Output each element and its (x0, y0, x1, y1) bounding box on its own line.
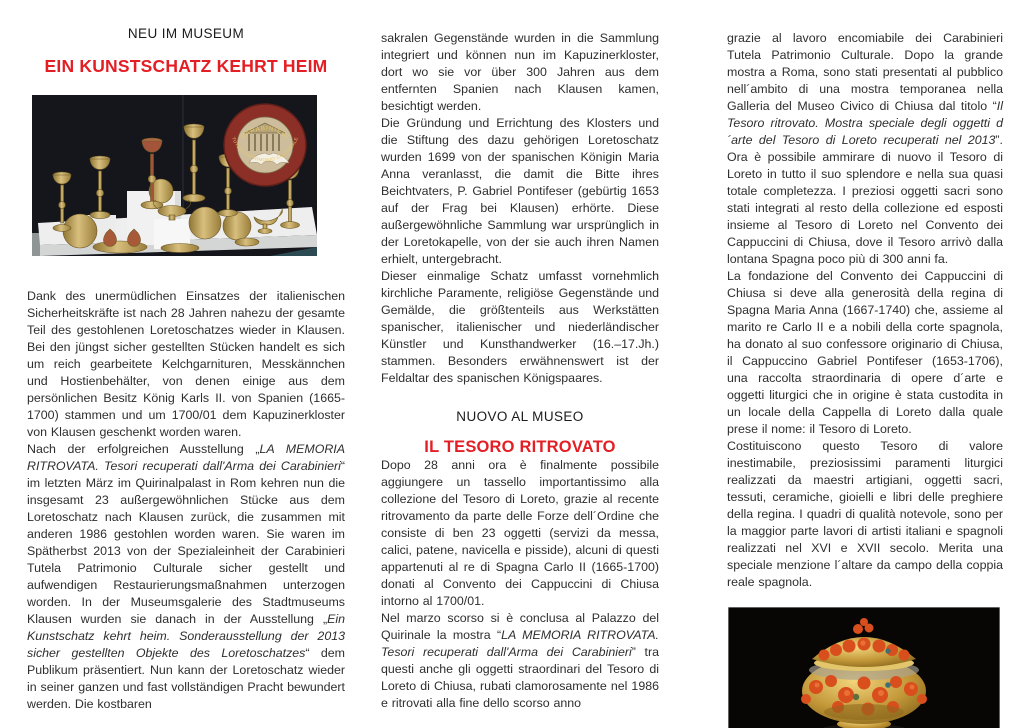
paragraph-it-2: Nel marzo scorso si è conclusa al Palazzo del Quirinale la mostra “LA MEMORIA RITROVATA. Tesori recuperati dall'Arma dei Carabinieri” tra questi anche gli oggetti straordinari del Tesoro di Loreto di Chiusa, rubati clamorosamente nel 1986 e ritrovati alla fine dello scorso anno (381, 611, 659, 710)
seal-text-bottom: TUTELA PATRIMONIO CULTURALE (230, 136, 300, 163)
section-kicker-de: NEU IM MUSEUM (127, 26, 245, 41)
column-german-left (27, 0, 345, 713)
paragraph-it-1: Dopo 28 anni ora è finalmente possibile aggiungere un tassello importantissimo alla collezione del Tesoro di Loreto, grazie al recente ritrovamento da parte delle Forze dell´Ordine che consiste di ben 23 oggetti (servizi da messa, calici, patene, navicella e pisside), alcuni di questi appartenuti al re di Spagna Carlo II (1665-1700) donati al Convento dei Cappuccini di Chiusa intorno al 1700/01. (381, 458, 659, 608)
carabinieri-tpc-seal (224, 104, 306, 186)
column-middle (381, 0, 659, 712)
photo-loreto-treasure-display (32, 95, 317, 256)
seal-text-top: CARABINIERI (239, 125, 291, 141)
paragraph-de-5: Dieser einmalige Schatz umfasst vornehmlich kirchliche Paramente, religiöse Gegenstände und Gemälde, die größtenteils aus Werkstätten spanischer, italienischer und niederländischer Künstler und Kunsthandwerker (16.–17.Jh.) stammen. Besonders erwähnenswert ist der Feldaltar des spanischen Königspaares. (381, 269, 659, 385)
paragraph-it-5: Costituiscono questo Tesoro di valore inestimabile, preziosissimi paramenti liturgici realizzati da maestri artigiani, oggetti sacri, tessuti, ceramiche, gioielli e libri delle preghiere della regina. I quadri di qualità notevole, sono per la maggior parte lavori di artisti italiani e spagnoli realizzati nel XVI e XVII secolo. Merita una speciale menzione l´altare da campo della coppia reale spagnola. (727, 439, 1003, 589)
section-kicker-it: NUOVO AL MUSEO (456, 409, 584, 424)
section-title-de: EIN KUNSTSCHATZ KEHRT HEIM (44, 56, 328, 76)
paragraph-de-4: Die Gründung und Errichtung des Klosters und die Stiftung des dazu gehörigen Loretoschatz wurden 1699 von der spanischen Königin Maria Anna veranlasst, die damit die Bitte ihres Beichtvaters, P. Gabriel Pontifeser (gebürtig 1653 auf der Frag bei Klausen) erhörte. Diese außergewöhnliche Sammlung war ursprünglich in der Loretokapelle, von der sie auch ihren Namen erhielt, untergebracht. (381, 116, 659, 266)
column-italian-right (727, 0, 1003, 728)
section-title-it: IL TESORO RITROVATO (424, 438, 616, 456)
paragraph-de-1: Dank des unermüdlichen Einsatzes der italienischen Sicherheitskräfte ist nach 28 Jahren nahezu der gesamte Teil des gestohlenen Loretoschatzes wieder in Klausen. Bei den jüngst sicher gestellten Stücken handelt es sich um reich gearbeitete Kelchgarnituren, Messkännchen und Hostienbehälter, von denen einige aus dem persönlichen Besitz König Karls II. von Spanien (1665-1700) stammen und um 1700/01 dem Kapuzinerkloster von Klausen geschenkt worden waren. (27, 289, 345, 439)
paragraph-it-3: grazie al lavoro encomiabile dei Carabinieri Tutela Patrimonio Culturale. Dopo la grande mostra a Roma, sono stati presentati al pubblico nell´ambito di una mostra temporanea nella Galleria del Museo Civico di Chiusa dal titolo “Il Tesoro ritrovato. Mostra speciale degli oggetti d´arte del Tesoro di Loreto recuperati nel 2013”. Ora è possibile ammirare di nuovo il Tesoro di Loreto in tutto il suo splendore e nella sua quasi totale completezza. I preziosi oggetti sacri sono stati integrati al resto della collezione ed esposti insieme al Tesoro di Loreto nel Convento dei Cappuccini di Chiusa, dove il Tesoro arrivò dalla lontana Spagna poco più di 300 anni fa. (727, 31, 1003, 266)
photo-coral-gold-vessel (728, 607, 1000, 728)
paragraph-it-4: La fondazione del Convento dei Cappuccini di Chiusa si deve alla generosità della regina di Spagna Maria Anna (1667-1740) che, assieme al marito re Carlo II e a nobili della corte spagnola, ha donato al suo confessore originario di Chiusa, il Cappuccino Gabriel Pontifeser (1653-1706), una raccolta straordinaria di opere d´arte e oggetti liturgici che in origine è stata custodita in un locale della Cappella di Loreto dalla quale prese il nome: il Tesoro di Loreto. (727, 269, 1003, 436)
paragraph-de-3: sakralen Gegenstände wurden in die Sammlung integriert und können nun im Kapuzinerkloster, dort wo sie vor über 300 Jahren aus dem entfernten Spanien nach Klausen kamen, besichtigt werden. (381, 31, 659, 113)
paragraph-de-2: Nach der erfolgreichen Ausstellung „LA MEMORIA RITROVATA. Tesori recuperati dall'Arma dei Carabinieri“ im letzten März im Quirinalpalast in Rom kehren nun die insgesamt 23 außergewöhnlichen Stücke aus dem Loretoschatz nach Klausen zurück, die zusammen mit anderen 1986 gestohlen worden waren. Sie waren im Spätherbst 2013 von der Spezialeinheit der Carabinieri Tutela Patrimonio Culturale sicher gestellt und aufwendigen Restaurierungsmaßnahmen unterzogen worden. In der Museumsgalerie des Stadtmuseums Klausen wurden sie danach in der Ausstellung „Ein Kunstschatz kehrt heim. Sonderausstellung der 2013 sicher gestellten Objekte des Loretoschatzes“ dem Publikum präsentiert. Nun kann der Loretoschatz wieder in seiner ganzen und fast vollständigen Pracht bewundert werden. Die kostbaren (27, 442, 345, 711)
